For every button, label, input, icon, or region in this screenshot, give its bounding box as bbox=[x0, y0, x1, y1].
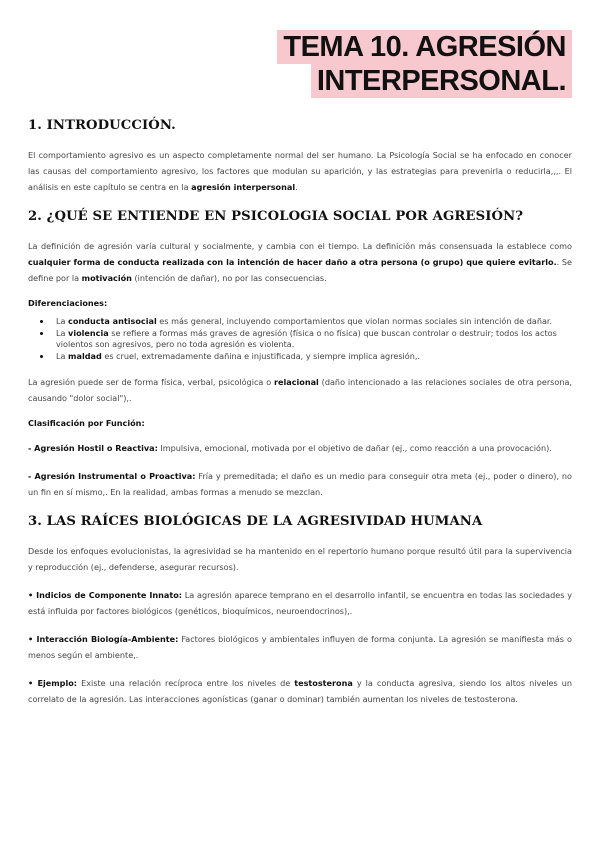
diferenciaciones-list bbox=[28, 316, 572, 362]
text: Existe una relación recíproca entre los niveles de bbox=[77, 678, 295, 688]
text: es cruel, extremadamente dañina e injustificada, y siempre implica agresión,. bbox=[101, 350, 421, 361]
list-item bbox=[52, 328, 572, 351]
text: La bbox=[56, 350, 69, 361]
text: Factores biológicos y ambientales influyen de forma conjunta. La agresión se manifiesta más o menos según el ambiente,. bbox=[28, 634, 572, 660]
title-line-1: TEMA 10. AGRESIÓN bbox=[277, 30, 572, 64]
list-item bbox=[52, 351, 572, 363]
section-3-heading: 3. LAS RAÍCES BIOLÓGICAS DE LA AGRESIVIDAD HUMANA bbox=[28, 514, 483, 529]
list-item bbox=[52, 316, 572, 328]
section-2-paragraph-1 bbox=[28, 238, 572, 286]
diferenciaciones-label: Diferenciaciones: bbox=[28, 298, 108, 308]
componente-innato bbox=[28, 587, 572, 619]
document-title bbox=[252, 30, 572, 98]
section-1-heading: 1. INTRODUCCIÓN. bbox=[28, 118, 176, 133]
text: . bbox=[295, 182, 298, 192]
text: La agresión puede ser de forma física, verbal, psicológica o bbox=[28, 377, 274, 387]
agresion-instrumental bbox=[28, 468, 572, 500]
text: y la conducta agresiva, siendo los altos niveles un correlato de la agresión. Las interacciones agonísticas (ganar o dominar) también aumentan los niveles de testosterona. bbox=[28, 678, 572, 704]
section-2-heading: 2. ¿QUÉ SE ENTIENDE EN PSICOLOGIA SOCIAL POR AGRESIÓN? bbox=[28, 209, 524, 224]
bold-text: agresión interpersonal bbox=[191, 182, 296, 192]
text: La agresión aparece temprano en el desarrollo infantil, se encuentra en todas las sociedades y está influida por factores biológicos (genéticos, bioquímicos, neuroendocrinos),. bbox=[28, 590, 573, 616]
text: se refiere a formas más graves de agresión (física o no física) que buscan controlar o destruir; todos los actos violentos son agresivos, pero no toda agresión es violenta. bbox=[56, 327, 557, 349]
text: Impulsiva, emocional, motivada por el objetivo de dañar (ej., como reacción a una provocación). bbox=[157, 443, 552, 453]
bold-text: relacional bbox=[273, 377, 319, 387]
bold-text: - Agresión Instrumental o Proactiva: bbox=[28, 471, 196, 481]
text: . Se define por la bbox=[28, 257, 572, 283]
bold-text: • Indicios de Componente Innato: bbox=[28, 590, 183, 600]
interaccion-biologia-ambiente bbox=[28, 631, 572, 663]
bold-text: - Agresión Hostil o Reactiva: bbox=[28, 443, 158, 453]
section-3-paragraph-1: Desde los enfoques evolucionistas, la agresividad se ha mantenido en el repertorio humano porque resultó útil para la supervivencia y reproducción (ej., defenderse, asegurar recursos). bbox=[28, 546, 572, 572]
bold-text: testosterona bbox=[294, 678, 353, 688]
text: (daño intencionado a las relaciones sociales de otra persona, causando "dolor social"),. bbox=[28, 377, 572, 403]
text: La definición de agresión varía cultural y socialmente, y cambia con el tiempo. La definición más consensuada la establece como bbox=[28, 241, 572, 251]
text: (intención de dañar), no por las consecuencias. bbox=[131, 273, 327, 283]
bold-text: • Ejemplo: bbox=[28, 678, 78, 688]
ejemplo bbox=[28, 675, 572, 707]
bold-text: violencia bbox=[68, 327, 109, 338]
bold-text: conducta antisocial bbox=[68, 316, 157, 326]
agresion-hostil bbox=[28, 440, 572, 456]
title-line-2: INTERPERSONAL. bbox=[311, 64, 572, 98]
text: es más general, incluyendo comportamientos que violan normas sociales sin intención de dañar. bbox=[156, 316, 553, 326]
text: La bbox=[56, 327, 69, 338]
bold-text: cualquier forma de conducta realizada con la intención de hacer daño a otra persona (o grupo) que quiere evitarlo. bbox=[28, 257, 557, 267]
document-body bbox=[28, 118, 572, 719]
bold-text: motivación bbox=[81, 273, 132, 283]
text: La bbox=[56, 316, 69, 326]
bold-text: • Interacción Biología-Ambiente: bbox=[28, 634, 179, 644]
section-2-paragraph-2 bbox=[28, 374, 572, 406]
text: El comportamiento agresivo es un aspecto completamente normal del ser humano. La Psicología Social se ha enfocado en conocer las causas del comportamiento agresivo, los factores que modulan su aparición, y las estrategias para prevenirla o reducirla,,,. El análisis en este capítulo se centra en la bbox=[28, 150, 572, 192]
section-1-paragraph bbox=[28, 147, 572, 195]
bold-text: maldad bbox=[68, 350, 102, 361]
clasificacion-label: Clasificación por Función: bbox=[28, 418, 145, 428]
text: Fría y premeditada; el daño es un medio para conseguir otra meta (ej., poder o dinero), no un fin en sí mismo,. En la realidad, ambas formas a menudo se mezclan. bbox=[28, 471, 572, 497]
